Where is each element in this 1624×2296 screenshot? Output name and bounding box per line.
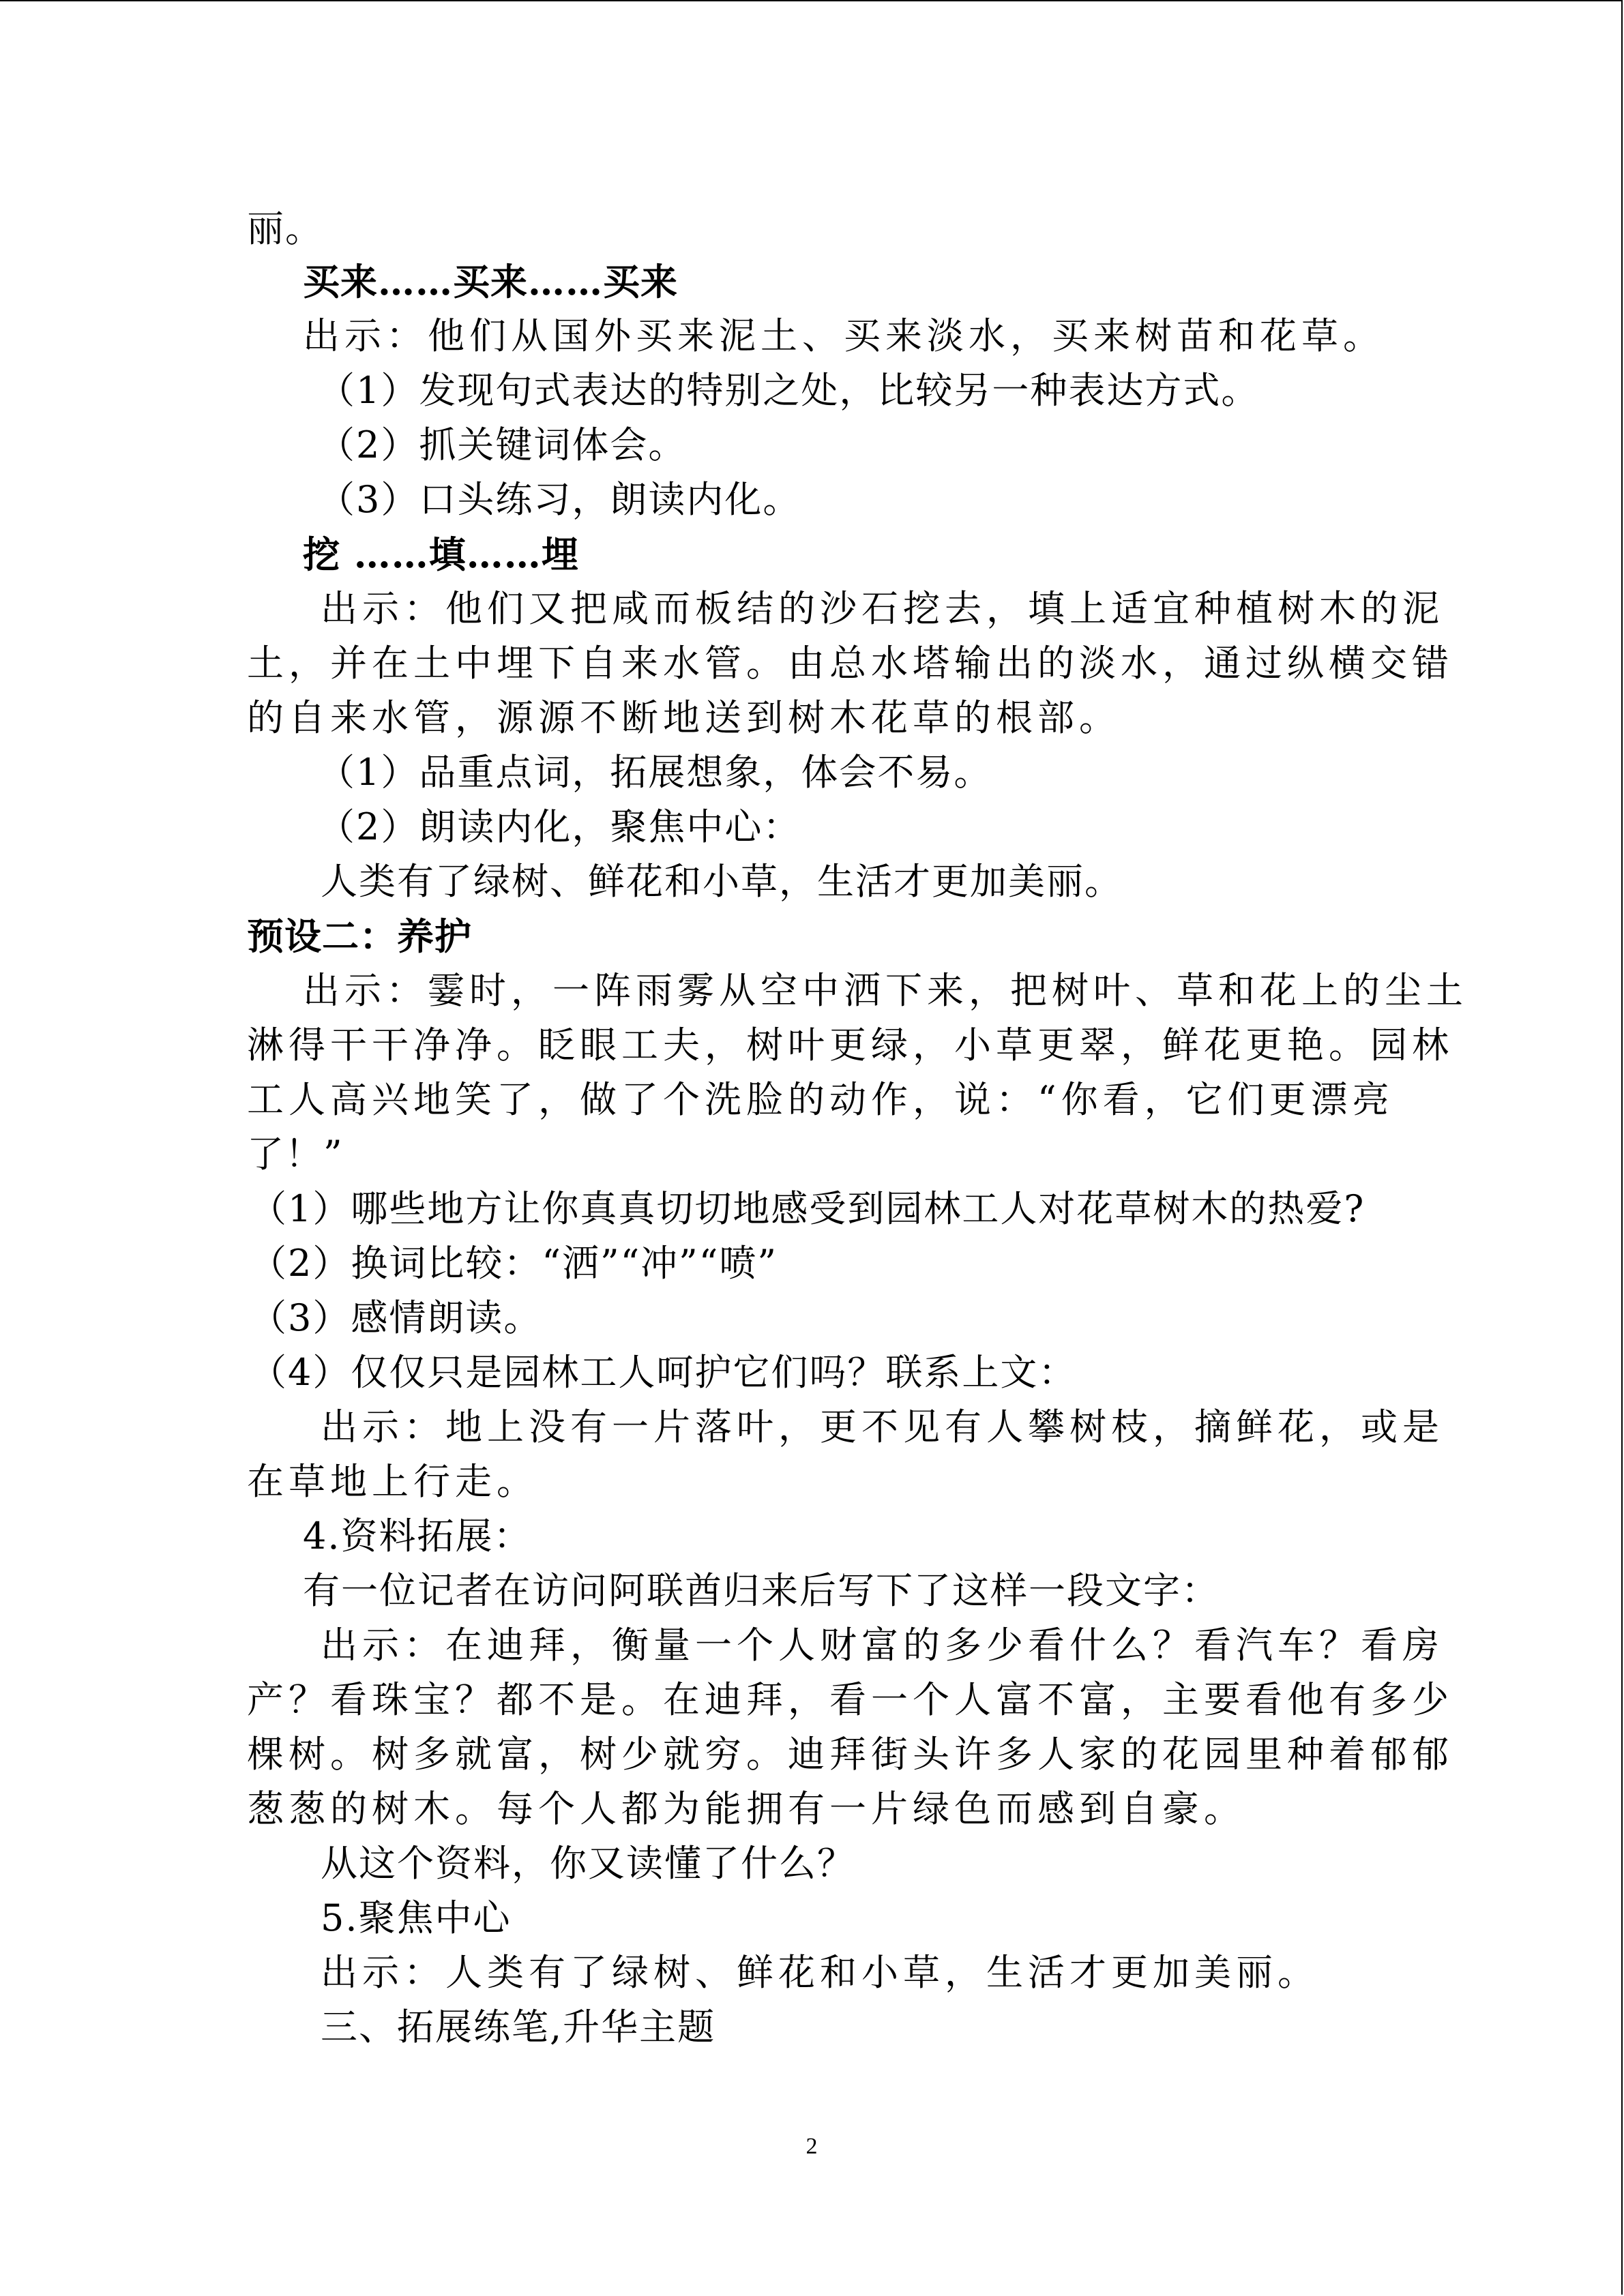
text-line: 出示：人类有了绿树、鲜花和小草，生活才更加美丽。 xyxy=(321,1951,1319,1994)
text-line: 出示：在迪拜，衡量一个人财富的多少看什么？看汽车？看房 xyxy=(321,1624,1444,1667)
list-item: （3）口头练习，朗读内化。 xyxy=(318,478,801,521)
list-item: （4）仅仅只是园林工人呵护它们吗？联系上文： xyxy=(250,1351,1077,1394)
text-line: 5.聚焦中心 xyxy=(321,1896,512,1939)
text-line: 工人高兴地笑了，做了个洗脸的动作，说：“你看，它们更漂亮 xyxy=(247,1078,1394,1121)
text-line: 淋得干干净净。眨眼工夫，树叶更绿，小草更翠，鲜花更艳。园林 xyxy=(247,1024,1453,1067)
text-line: 三、拓展练笔,升华主题 xyxy=(321,2006,716,2048)
text-line: 出示：他们从国外买来泥土、买来淡水，买来树苗和花草。 xyxy=(303,314,1385,357)
page-number: 2 xyxy=(806,2134,818,2159)
text-line: 产？看珠宝？都不是。在迪拜，看一个人富不富，主要看他有多少 xyxy=(247,1678,1453,1721)
text-line: 葱葱的树木。每个人都为能拥有一片绿色而感到自豪。 xyxy=(247,1787,1245,1830)
list-item: （1）品重点词，拓展想象，体会不易。 xyxy=(318,751,992,794)
list-item: （2）抓关键词体会。 xyxy=(318,423,687,466)
text-line: 出示：他们又把咸而板结的沙石挖去，填上适宜种植树木的泥 xyxy=(321,587,1444,630)
section-heading: 买来……买来……买来 xyxy=(303,260,678,303)
list-item: （1）哪些地方让你真真切切地感受到园林工人对花草树木的热爱? xyxy=(250,1187,1365,1230)
text-line: 出示：霎时，一阵雨雾从空中洒下来，把树叶、草和花上的尘土 xyxy=(303,969,1468,1012)
text-line: 了！” xyxy=(247,1133,344,1176)
text-line: 4.资料拓展： xyxy=(303,1515,532,1557)
list-item: （3）感情朗读。 xyxy=(250,1296,542,1339)
list-item: （1）发现句式表达的特别之处，比较另一种表达方式。 xyxy=(318,369,1260,412)
text-line: 有一位记者在访问阿联酋归来后写下了这样一段文字： xyxy=(303,1569,1220,1612)
section-heading: 预设二：养护 xyxy=(247,914,472,958)
section-heading: 挖 ……填……埋 xyxy=(303,533,579,576)
text-line: 棵树。树多就富，树少就穷。迪拜街头许多人家的花园里种着郁郁 xyxy=(247,1733,1453,1776)
text-line: 丽。 xyxy=(247,207,323,250)
text-line: 人类有了绿树、鲜花和小草，生活才更加美丽。 xyxy=(321,860,1123,903)
text-line: 在草地上行走。 xyxy=(247,1460,538,1503)
list-item: （2）换词比较：“洒”“冲”“喷” xyxy=(250,1242,778,1285)
text-line: 的自来水管，源源不断地送到树木花草的根部。 xyxy=(247,696,1121,739)
list-item: （2）朗读内化，聚焦中心： xyxy=(318,805,801,848)
text-line: 出示：地上没有一片落叶，更不见有人攀树枝，摘鲜花，或是 xyxy=(321,1405,1444,1448)
text-line: 土，并在土中埋下自来水管。由总水塔输出的淡水，通过纵横交错 xyxy=(247,642,1453,685)
text-line: 从这个资料，你又读懂了什么？ xyxy=(321,1842,855,1885)
